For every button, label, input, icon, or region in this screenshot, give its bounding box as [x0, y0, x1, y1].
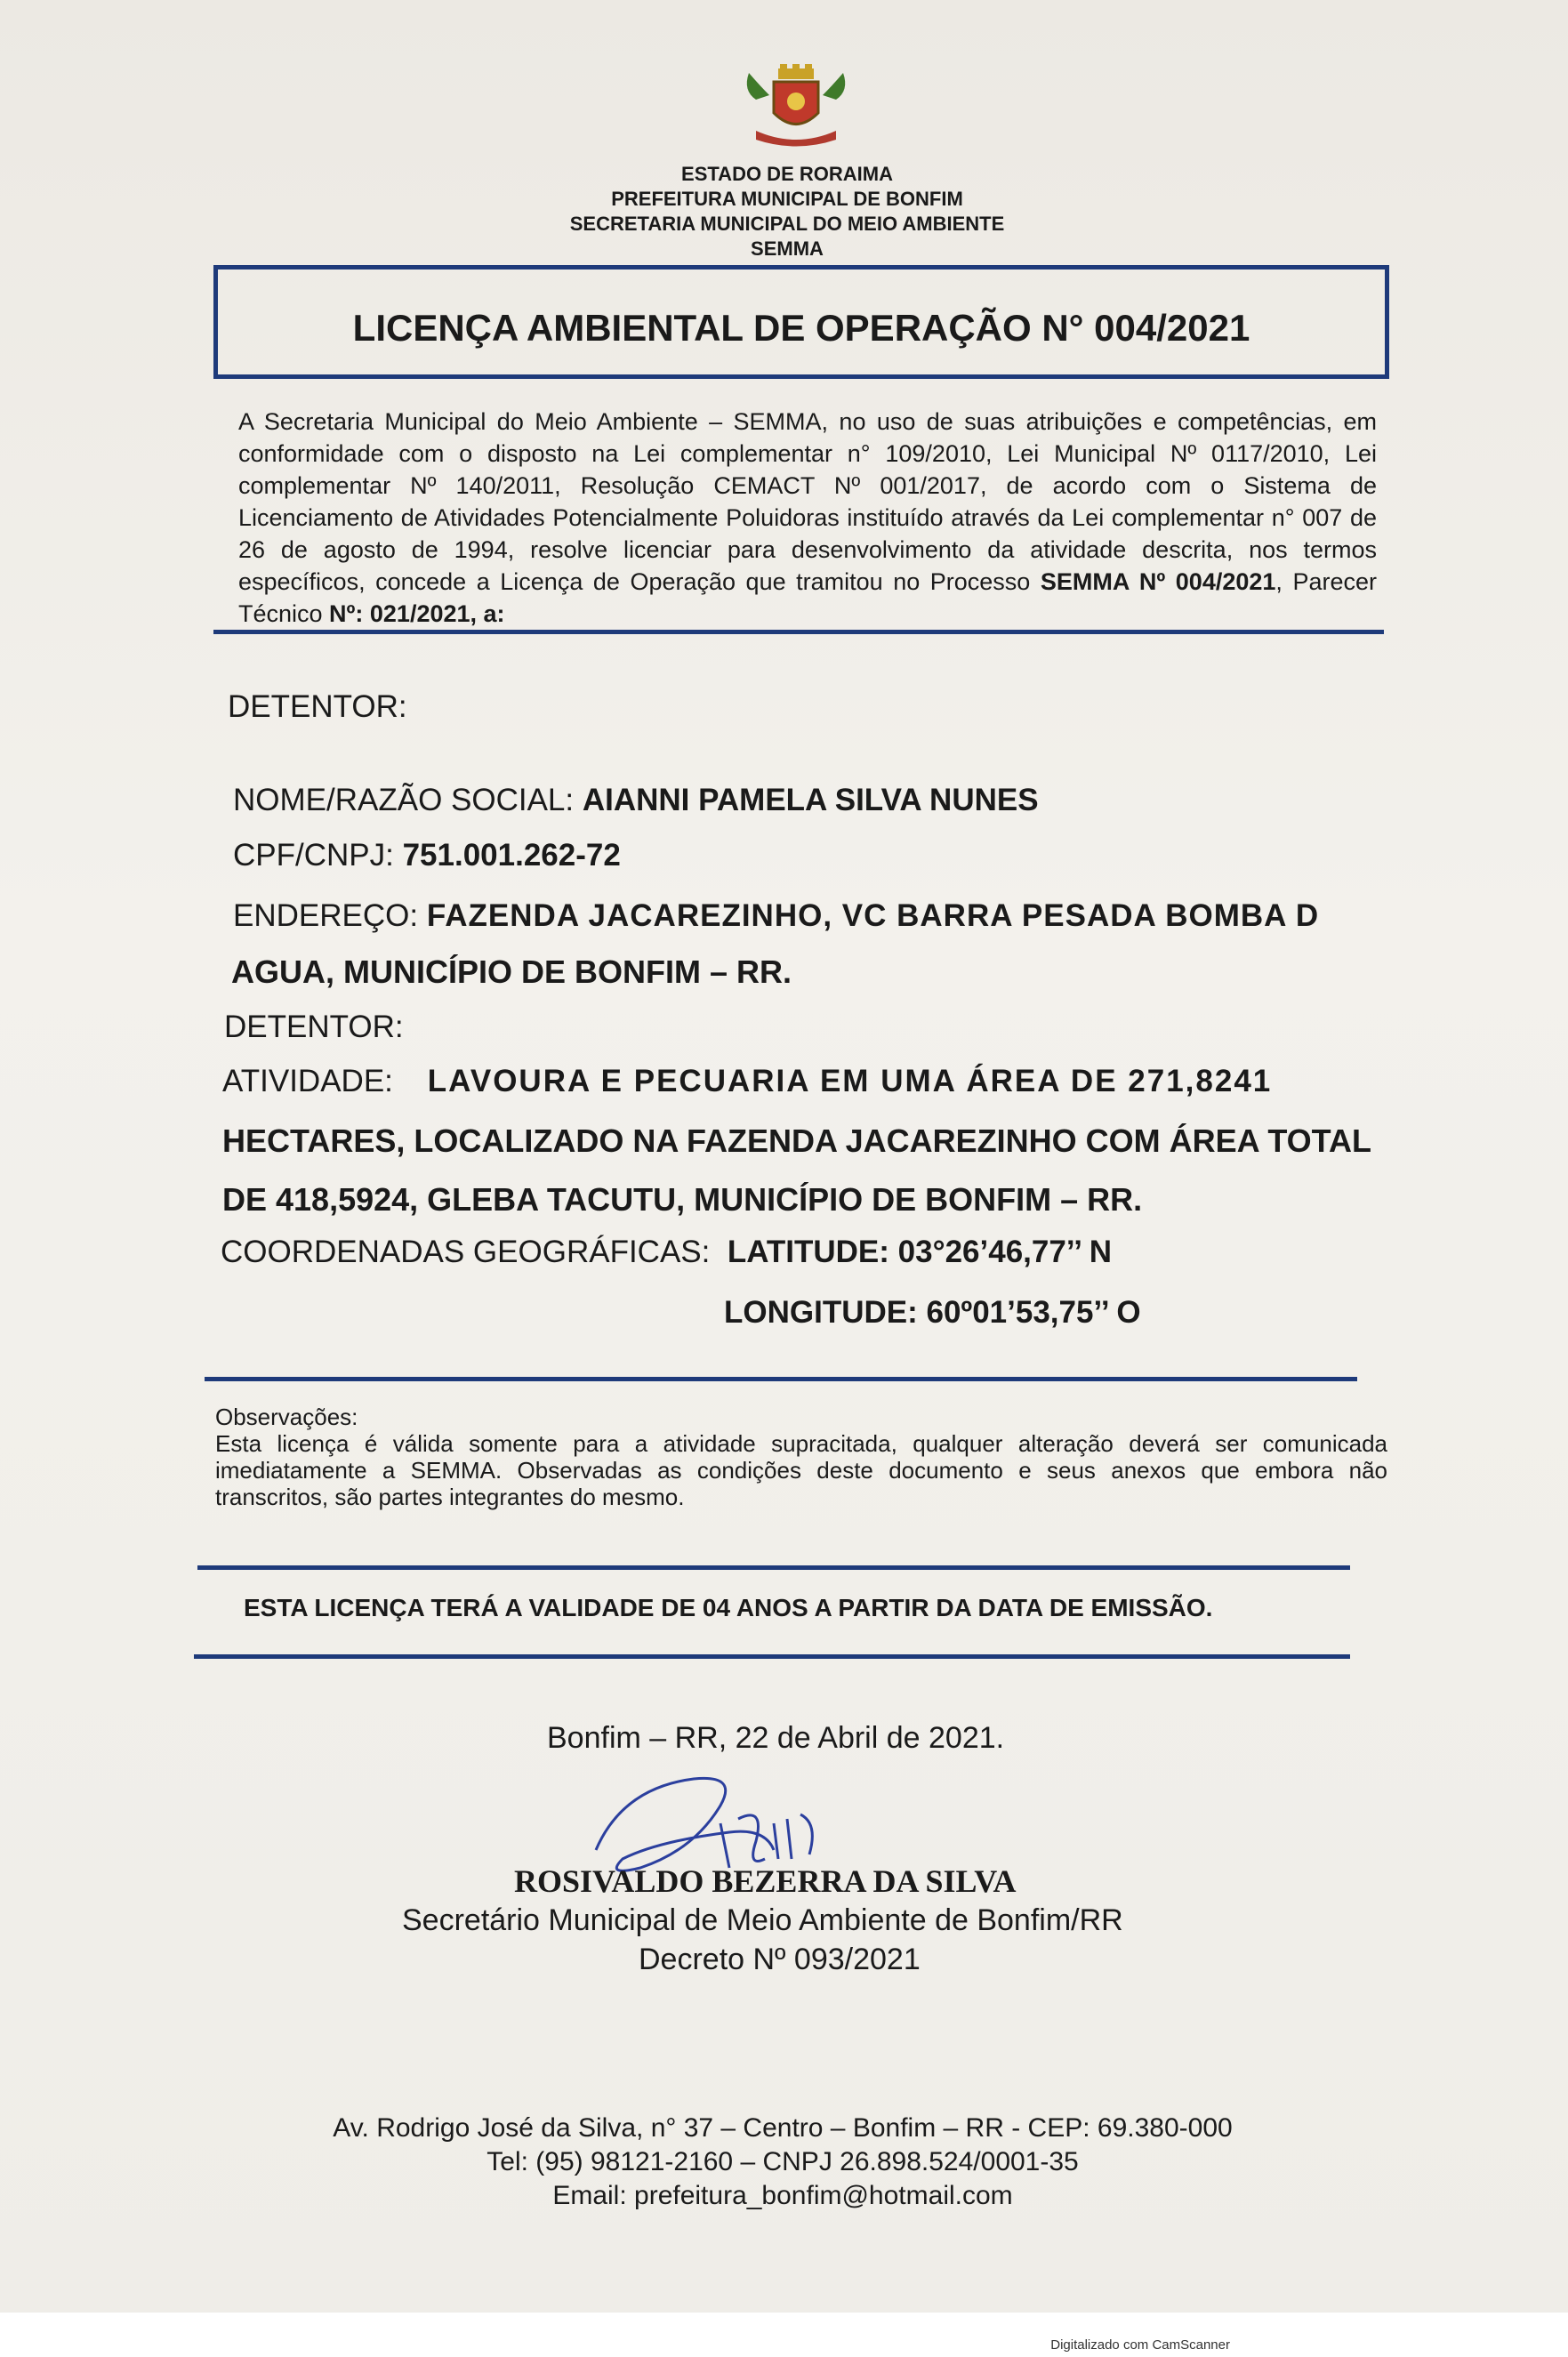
header-acronym: SEMMA	[751, 237, 824, 260]
holder-heading: DETENTOR:	[228, 689, 407, 724]
cpf-value: 751.001.262-72	[402, 838, 621, 873]
scanner-bar	[0, 2313, 1568, 2357]
longitude-label: LONGITUDE:	[724, 1295, 918, 1330]
divider	[205, 1377, 1357, 1381]
cpf-line	[233, 838, 621, 873]
footer-address: Av. Rodrigo José da Silva, n° 37 – Centro – Bonfim – RR - CEP: 69.380-000	[333, 2113, 1233, 2143]
footer-phone: Tel: (95) 98121-2160 – CNPJ 26.898.524/0001-35	[486, 2147, 1079, 2176]
longitude-line	[724, 1295, 1141, 1331]
address-value-1: FAZENDA JACAREZINHO, VC BARRA PESADA BOMBA D	[426, 898, 1320, 933]
activity-value-2: HECTARES, LOCALIZADO NA FAZENDA JACAREZINHO COM ÁREA TOTAL	[222, 1122, 1371, 1159]
longitude-value: 60º01’53,75’’ O	[926, 1295, 1141, 1330]
process-number: SEMMA Nº 004/2021	[1040, 568, 1276, 595]
header-secretariat: SECRETARIA MUNICIPAL DO MEIO AMBIENTE	[569, 213, 1005, 235]
observations-text: Esta licença é válida somente para a atividade supracitada, qualquer alteração deverá ser comunicada imediatamente a SEMMA. Observadas as condições deste documento e seus anexos que embora não transcritos, são partes integrantes do mesmo.	[215, 1430, 1387, 1510]
activity-label: ATIVIDADE:	[222, 1064, 393, 1098]
title-box	[213, 265, 1389, 379]
name-value: AIANNI PAMELA SILVA NUNES	[582, 783, 1039, 817]
validity-notice: ESTA LICENÇA TERÁ A VALIDADE DE 04 ANOS A PARTIR DA DATA DE EMISSÃO.	[244, 1594, 1213, 1621]
activity-value-1: LAVOURA E PECUARIA EM UMA ÁREA DE 271,8241	[427, 1064, 1273, 1098]
issuer-header	[498, 162, 1076, 261]
license-title: LICENÇA AMBIENTAL DE OPERAÇÃO N° 004/2021	[352, 307, 1250, 349]
observations-heading: Observações:	[215, 1404, 358, 1430]
address-label: ENDEREÇO:	[233, 898, 419, 933]
observations	[215, 1404, 1387, 1510]
latitude-value: 03°26’46,77’’ N	[897, 1235, 1113, 1269]
signatory-name: ROSIVALDO BEZERRA DA SILVA	[514, 1863, 1017, 1899]
header-state: ESTADO DE RORAIMA	[681, 163, 893, 185]
header-prefecture: PREFEITURA MUNICIPAL DE BONFIM	[611, 188, 963, 210]
intro-middle: , Parecer Técnico	[238, 568, 1377, 627]
footer-email: Email: prefeitura_bonfim@hotmail.com	[552, 2181, 1013, 2210]
address-line	[233, 898, 1319, 934]
holder-heading-2: DETENTOR:	[224, 1010, 404, 1044]
activity-line	[222, 1064, 1272, 1099]
latitude-label: LATITUDE:	[727, 1235, 889, 1269]
divider	[194, 1654, 1350, 1659]
coords-label: COORDENADAS GEOGRÁFICAS:	[221, 1235, 711, 1269]
activity-value-3: DE 418,5924, GLEBA TACUTU, MUNICÍPIO DE BONFIM – RR.	[222, 1181, 1143, 1218]
footer-contact	[267, 2112, 1299, 2213]
intro-paragraph	[238, 406, 1377, 630]
divider	[213, 630, 1384, 634]
intro-text: A Secretaria Municipal do Meio Ambiente – SEMMA, no uso de suas atribuições e competências, em conformidade com o disposto na Lei complementar n° 109/2010, Lei Municipal Nº 0117/2010, Lei complementar Nº 140/2011, Resolução CEMACT Nº 001/2017, de acordo com o Sistema de Licenciamento de Atividades Potencialmente Poluidoras instituído através da Lei complementar n° 007 de 26 de agosto de 1994, resolve licenciar para desenvolvimento da atividade descrita, nos termos específicos, concede a Licença de Operação que tramitou no Processo	[238, 408, 1377, 595]
coords-line	[221, 1235, 1112, 1270]
name-label: NOME/RAZÃO SOCIAL:	[233, 783, 575, 817]
name-line	[233, 783, 1039, 818]
coat-of-arms-icon	[738, 64, 854, 153]
cpf-label: CPF/CNPJ:	[233, 838, 394, 873]
opinion-number: Nº: 021/2021, a:	[329, 600, 505, 627]
divider	[197, 1565, 1350, 1570]
signatory-role: Secretário Municipal de Meio Ambiente de Bonfim/RR	[402, 1903, 1123, 1937]
scanner-watermark: Digitalizado com CamScanner	[1050, 2337, 1230, 2353]
issue-date: Bonfim – RR, 22 de Abril de 2021.	[547, 1721, 1005, 1755]
signatory-decree: Decreto Nº 093/2021	[639, 1943, 921, 1976]
address-value-2: AGUA, MUNICÍPIO DE BONFIM – RR.	[231, 953, 792, 990]
